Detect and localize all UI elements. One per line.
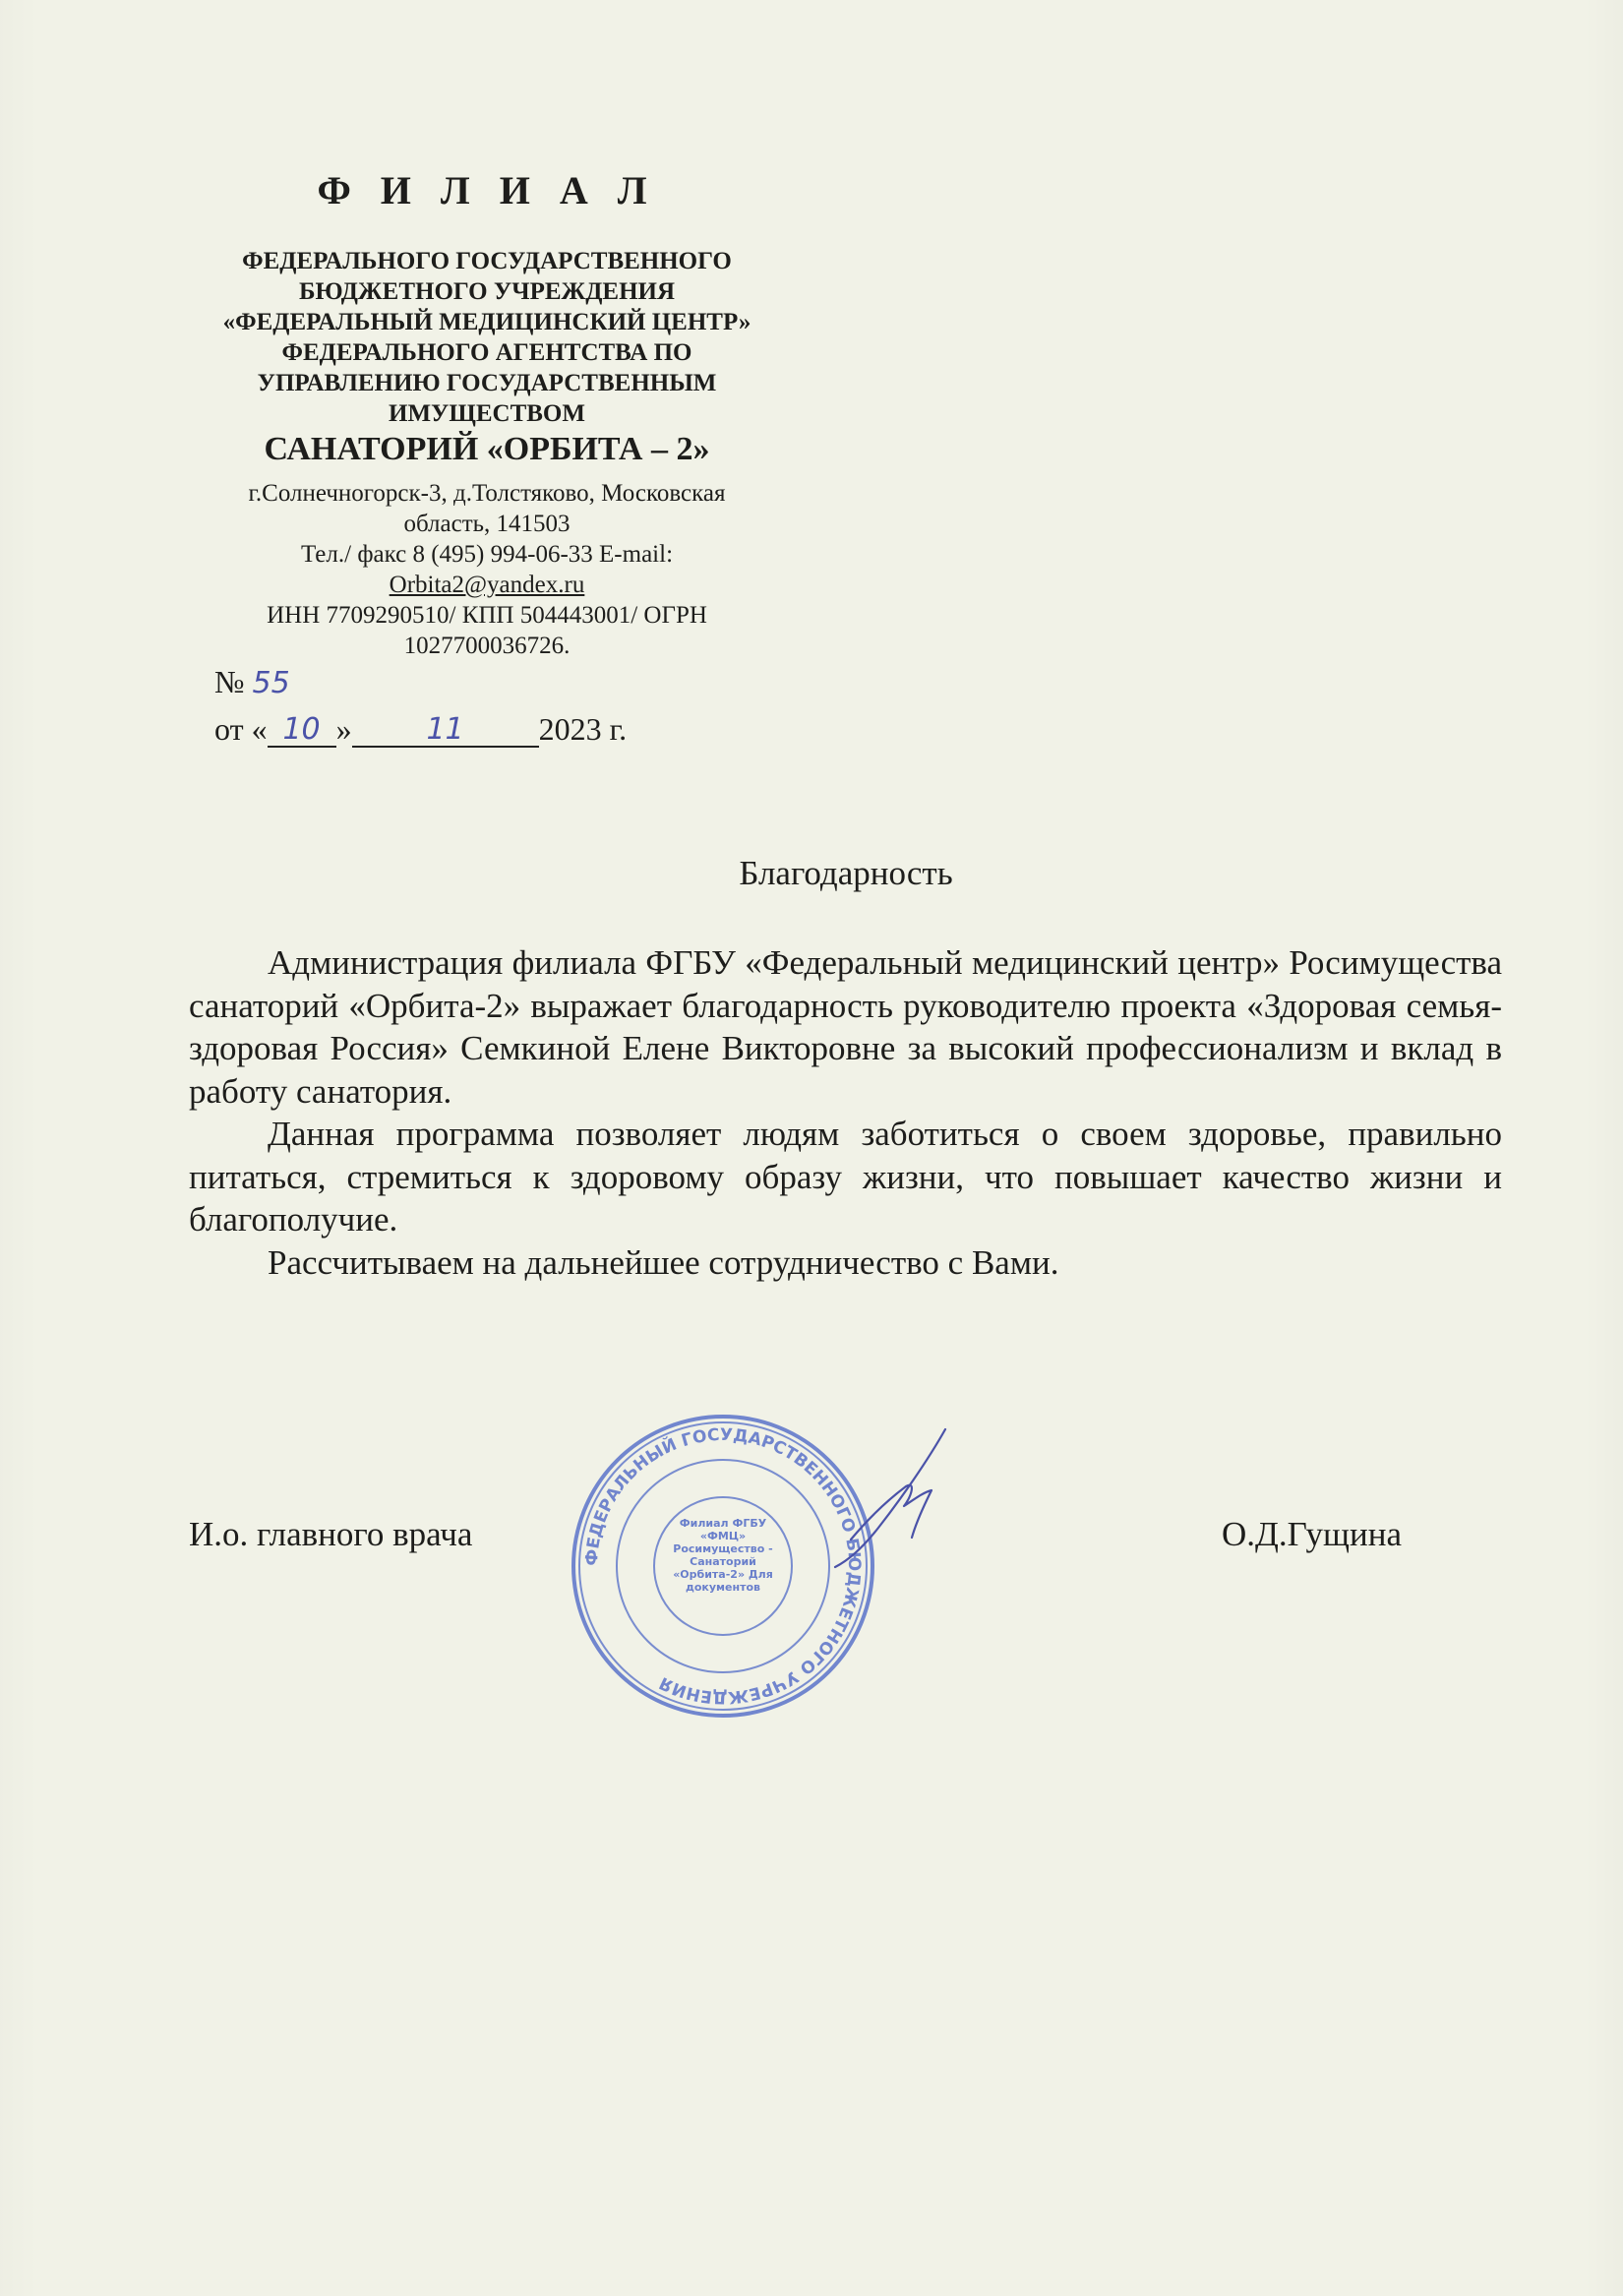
address-line: область, 141503: [403, 511, 571, 537]
date-suffix: 2023 г.: [538, 711, 628, 747]
body-paragraph: Рассчитываем на дальнейшее сотрудничество с Вами.: [268, 1242, 1059, 1282]
org-line: «ФЕДЕРАЛЬНЫЙ МЕДИЦИНСКИЙ ЦЕНТР»: [222, 309, 751, 335]
registration-line: ИНН 7709290510/ КПП 504443001/ ОГРН: [267, 602, 707, 629]
org-line: ФЕДЕРАЛЬНОГО ГОСУДАРСТВЕННОГО: [242, 248, 732, 274]
document-date: [214, 711, 627, 748]
date-prefix: от «: [214, 711, 268, 747]
handwritten-signature: [821, 1421, 959, 1569]
signatory-name: О.Д.Гущина: [1222, 1515, 1402, 1553]
letter-title: Благодарность: [739, 854, 953, 892]
stamp-center-text: Филиал ФГБУ «ФМЦ» Росимущество - Санаторий «Орбита-2» Для документов: [673, 1517, 773, 1594]
header-organization: [192, 246, 782, 429]
email-link[interactable]: Orbita2@yandex.ru: [389, 572, 585, 598]
phone-line: Тел./ факс 8 (495) 994-06-33 E-mail:: [300, 541, 674, 568]
body-paragraph: Данная программа позволяет людям заботиться о своем здоровье, правильно питаться, стремиться к здоровому образу жизни, что повышает качество жизни и благополучие.: [189, 1115, 1502, 1239]
registration-line: 1027700036726.: [403, 633, 571, 659]
org-line: УПРАВЛЕНИЮ ГОСУДАРСТВЕННЫМ: [257, 370, 717, 396]
stamp-outer-text: ФЕДЕРАЛЬНЫЙ ГОСУДАРСТВЕННОГО БЮДЖЕТНОГО УЧРЕЖДЕНИЯ: [581, 1424, 865, 1708]
address-line: г.Солнечногорск-3, д.Толстяково, Московская: [248, 480, 726, 507]
org-line: БЮДЖЕТНОГО УЧРЕЖДЕНИЯ: [298, 278, 676, 305]
body-paragraph: Администрация филиала ФГБУ «Федеральный медицинский центр» Росимущества санаторий «Орбита-2» выражает благодарность руководителю проекта «Здоровая семья- здоровая Россия» Семкиной Елене Викторовне за высокий профессионализм и вклад в работу санатория.: [189, 943, 1502, 1111]
date-month-handwritten: 11: [352, 712, 539, 748]
org-line: ИМУЩЕСТВОМ: [389, 400, 585, 427]
number-handwritten: 55: [252, 666, 290, 700]
number-label: №: [214, 664, 245, 699]
letter-body: [189, 941, 1502, 1284]
org-line: ФЕДЕРАЛЬНОГО АГЕНТСТВА ПО: [281, 339, 692, 366]
date-mid: »: [335, 711, 352, 747]
date-day-handwritten: 10: [268, 712, 336, 748]
signatory-position: И.о. главного врача: [189, 1515, 473, 1553]
sanatorium-name: САНАТОРИЙ «ОРБИТА – 2»: [264, 431, 710, 467]
header-contacts: [192, 478, 782, 661]
header-filial: Ф И Л И А Л: [317, 168, 657, 212]
document-number: [214, 664, 341, 700]
